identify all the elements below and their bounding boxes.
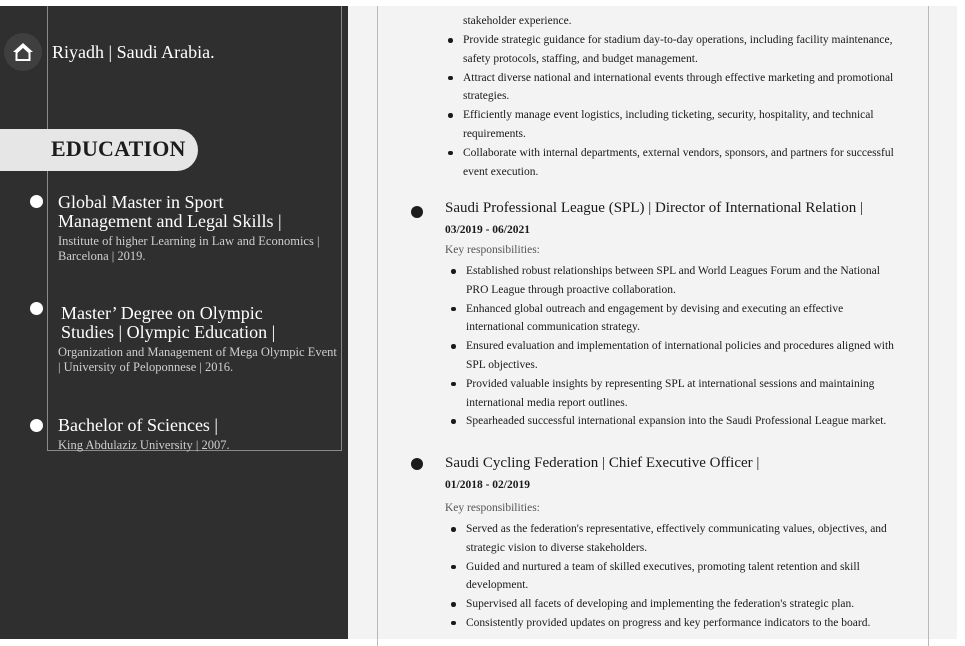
page-edge (957, 0, 965, 639)
bullet-line: development. (466, 579, 529, 592)
home-icon-badge (4, 33, 42, 71)
bullet-line: Enhanced global outreach and engagement by devising and executing an effective (466, 302, 844, 315)
education-bullet (30, 302, 43, 315)
list-item (446, 31, 926, 69)
home-icon (12, 42, 34, 62)
bullet-line: Ensured evaluation and implementation of international policies and procedures aligned with (466, 340, 894, 353)
bullet-line: strategies. (463, 90, 510, 103)
bullet-line: Attract diverse national and international events through effective marketing and promotional (463, 71, 894, 84)
bullet-line: SPL objectives. (466, 358, 538, 371)
list-item (449, 300, 929, 338)
list-item (446, 69, 926, 107)
job-bullet (411, 458, 423, 470)
institution-line: Organization and Management of Mega Olympic Event (58, 345, 337, 359)
responsibilities-list (449, 520, 929, 633)
education-institution (58, 438, 230, 453)
bullet-line: PRO League through proactive collaboration. (466, 283, 676, 296)
bullet-line: Supervised all facets of developing and implementing the federation's strategic plan. (466, 598, 855, 611)
bullet-line: requirements. (463, 127, 526, 140)
bullet-line: Guided and nurtured a team of skilled executives, promoting talent retention and skill (466, 560, 860, 573)
job-dates: 03/2019 - 06/2021 (445, 224, 530, 236)
list-item (449, 262, 929, 300)
bullet-line: safety protocols, staffing, and budget management. (463, 52, 698, 65)
job-dates: 01/2018 - 02/2019 (445, 479, 530, 491)
partial-line (463, 12, 572, 31)
bullet-line: Efficiently manage event logistics, including ticketing, security, hospitality, and technical (463, 109, 874, 122)
education-institution (58, 345, 337, 375)
degree-line: Global Master in Sport (58, 192, 224, 212)
bullet-line: Provide strategic guidance for stadium day-to-day operations, including facility maintenance, (463, 34, 893, 46)
education-bullet (30, 195, 43, 208)
list-item (449, 375, 929, 413)
bullet-line: Consistently provided updates on progress and key performance indicators to the board. (466, 616, 871, 629)
degree-line: Studies | Olympic Education | (61, 322, 276, 342)
list-item (449, 337, 929, 375)
key-responsibilities-label: Key responsibilities: (445, 244, 540, 256)
list-item (449, 520, 929, 558)
bullet-line: stakeholder experience. (463, 15, 572, 27)
institution-line: King Abdulaziz University | 2007. (58, 438, 230, 452)
institution-line: | University of Peloponnese | 2016. (58, 360, 234, 374)
degree-line: Bachelor of Sciences | (58, 415, 219, 435)
job-title: Saudi Cycling Federation | Chief Executive Officer | (445, 455, 760, 471)
education-degree (58, 416, 218, 435)
bullet-line: Provided valuable insights by representing SPL at international sessions and maintaining (466, 377, 875, 390)
education-bullet (30, 419, 43, 432)
bullet-line: international communication strategy. (466, 321, 640, 334)
institution-line: Institute of higher Learning in Law and Economics | (58, 234, 320, 248)
education-institution (58, 234, 319, 264)
bullet-line: international media report outlines. (466, 396, 628, 409)
education-degree (58, 193, 282, 231)
job-title: Saudi Professional League (SPL) | Director of International Relation | (445, 200, 863, 216)
education-heading: EDUCATION (51, 136, 186, 161)
bullet-line: Served as the federation's representative, effectively communicating values, objectives, and (466, 523, 887, 535)
top-edge (0, 0, 965, 6)
list-item (449, 614, 929, 633)
list-item (446, 106, 926, 144)
key-responsibilities-label: Key responsibilities: (445, 502, 540, 514)
job-bullet (411, 206, 423, 218)
list-item (449, 558, 929, 596)
list-item (446, 144, 926, 182)
list-item (449, 595, 929, 614)
bullet-line: event execution. (463, 165, 539, 178)
degree-line: Management and Legal Skills | (58, 211, 282, 231)
bullet-line: Collaborate with internal departments, external vendors, sponsors, and partners for successful (463, 146, 894, 159)
institution-line: Barcelona | 2019. (58, 249, 146, 263)
list-item (449, 412, 929, 431)
bullet-line: Spearheaded successful international expansion into the Saudi Professional League market. (466, 415, 887, 428)
responsibilities-list (449, 262, 929, 431)
location-text: Riyadh | Saudi Arabia. (52, 42, 215, 62)
degree-line: Master’ Degree on Olympic (61, 303, 263, 323)
responsibilities-list (446, 31, 926, 181)
bullet-line: strategic vision to diverse stakeholders. (466, 541, 648, 554)
education-degree (61, 304, 275, 342)
bullet-line: Established robust relationships between SPL and World Leagues Forum and the National (466, 265, 880, 277)
